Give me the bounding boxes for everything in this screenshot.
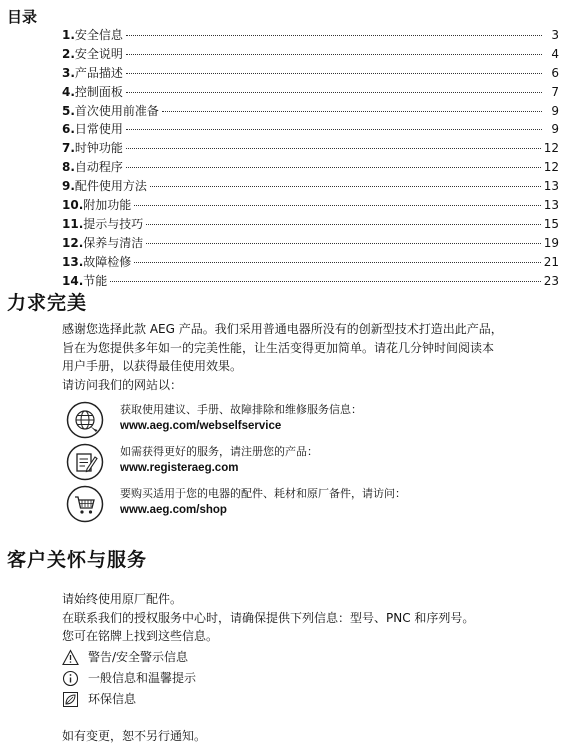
toc-item-page: 9 — [551, 103, 559, 118]
toc-item-label: 附加功能 — [83, 198, 132, 213]
toc-item-page: 21 — [543, 254, 559, 269]
customer-care-line: 请始终使用原厂配件。 — [62, 592, 183, 606]
toc-leader-dots — [126, 35, 542, 36]
toc-item-page: 12 — [543, 160, 559, 175]
toc-item-page: 23 — [543, 273, 559, 288]
footer-note: 如有变更，恕不另行通知。 — [62, 729, 207, 743]
toc-leader-dots — [150, 186, 541, 187]
toc-item[interactable] — [62, 215, 559, 234]
toc-item-page: 12 — [543, 141, 559, 156]
shop-link[interactable]: www.aeg.com/shop — [120, 504, 227, 516]
warning-triangle-icon — [62, 649, 79, 666]
toc-item-label: 日常使用 — [74, 122, 123, 137]
customer-care-line: 您可在铭牌上找到这些信息。 — [62, 629, 219, 643]
toc-item-page: 3 — [551, 28, 559, 42]
toc-item-label: 配件使用方法 — [74, 179, 147, 194]
toc-item-number: 6. — [62, 122, 75, 137]
toc-item-number: 4. — [62, 84, 75, 99]
toc-item-label: 安全信息 — [74, 28, 123, 42]
customer-care-line: 在联系我们的授权服务中心时，请确保提供下列信息：型号、PNC 和序列号。 — [62, 610, 475, 625]
toc-item-number: 8. — [62, 160, 75, 175]
support-link[interactable]: www.aeg.com/webselfservice — [120, 420, 282, 432]
toc-item-number: 7. — [62, 141, 75, 156]
toc-leader-dots — [126, 54, 542, 55]
toc-leader-dots — [134, 262, 540, 263]
toc-item[interactable] — [62, 177, 559, 196]
toc-item-label: 时钟功能 — [74, 141, 123, 156]
toc-item-label: 控制面板 — [74, 84, 123, 99]
legend-label: 警告/安全警示信息 — [88, 650, 189, 664]
globe-icon — [66, 401, 104, 439]
intro-line: 感谢您选择此款 AEG 产品。我们采用普通电器所没有的创新型技术打造出此产品， — [62, 322, 503, 336]
toc-item[interactable] — [62, 26, 559, 45]
toc-leader-dots — [126, 129, 542, 130]
toc-item-number: 13. — [62, 254, 84, 269]
toc-item-label: 自动程序 — [74, 160, 123, 175]
toc-item-number: 11. — [62, 216, 84, 231]
shopping-cart-icon — [66, 485, 104, 523]
visit-text: 请访问我们的网站以： — [62, 377, 183, 392]
toc-item-number: 9. — [62, 179, 75, 194]
service-row-shop — [66, 485, 536, 525]
toc-item-page: 6 — [551, 65, 559, 80]
toc-leader-dots — [110, 281, 540, 282]
service-description: 获取使用建议、手册、故障排除和维修服务信息： — [120, 403, 362, 416]
toc-title: 目录 — [7, 8, 38, 26]
toc-leader-dots — [146, 224, 540, 225]
toc-item[interactable] — [62, 234, 559, 253]
toc-item-number: 14. — [62, 273, 84, 288]
table-of-contents — [62, 26, 559, 290]
service-description: 要购买适用于您的电器的配件、耗材和原厂备件，请访问： — [120, 487, 406, 500]
service-description: 如需获得更好的服务，请注册您的产品： — [120, 445, 318, 458]
section-heading-customer-care: 客户关怀与服务 — [7, 549, 148, 571]
toc-item-number: 3. — [62, 65, 75, 80]
customer-care-paragraph — [62, 590, 562, 646]
toc-leader-dots — [126, 167, 541, 168]
toc-item[interactable] — [62, 196, 559, 215]
service-row-support — [66, 401, 536, 441]
legend-label: 一般信息和温馨提示 — [88, 671, 197, 685]
toc-item-label: 节能 — [83, 273, 108, 288]
toc-item[interactable] — [62, 158, 559, 177]
toc-leader-dots — [126, 92, 542, 93]
toc-item-page: 4 — [551, 46, 559, 61]
toc-item-number: 2. — [62, 46, 75, 61]
info-icon — [62, 670, 79, 687]
intro-line: 用户手册，以获得最佳使用效果。 — [62, 359, 243, 373]
legend-label: 环保信息 — [88, 692, 137, 706]
toc-item-label: 产品描述 — [74, 65, 123, 80]
toc-item-number: 5. — [62, 103, 75, 118]
toc-item-number: 12. — [62, 235, 84, 250]
toc-leader-dots — [134, 205, 540, 206]
leaf-icon — [62, 691, 79, 708]
toc-item-page: 19 — [543, 235, 559, 250]
toc-leader-dots — [162, 111, 542, 112]
toc-item[interactable] — [62, 139, 559, 158]
section-heading-perfection: 力求完美 — [7, 292, 88, 314]
toc-item-page: 15 — [543, 216, 559, 231]
toc-item[interactable] — [62, 120, 559, 139]
toc-item-label: 故障检修 — [83, 254, 132, 269]
toc-item[interactable] — [62, 272, 559, 291]
toc-item-page: 13 — [543, 198, 559, 213]
toc-item-label: 安全说明 — [74, 46, 123, 61]
toc-leader-dots — [126, 148, 541, 149]
service-row-register — [66, 443, 536, 483]
toc-item-label: 提示与技巧 — [83, 216, 144, 231]
toc-item[interactable] — [62, 45, 559, 64]
toc-item-page: 7 — [551, 84, 559, 99]
toc-item-label: 首次使用前准备 — [74, 103, 159, 118]
register-link[interactable]: www.registeraeg.com — [120, 462, 239, 474]
toc-item-number: 10. — [62, 198, 84, 213]
toc-item-number: 1. — [62, 28, 75, 42]
toc-item[interactable] — [62, 253, 559, 272]
notepad-icon — [66, 443, 104, 481]
toc-item[interactable] — [62, 83, 559, 102]
toc-item[interactable] — [62, 102, 559, 121]
toc-item-label: 保养与清洁 — [83, 235, 144, 250]
toc-item[interactable] — [62, 64, 559, 83]
toc-leader-dots — [126, 73, 542, 74]
toc-item-page: 13 — [543, 179, 559, 194]
toc-item-page: 9 — [551, 122, 559, 137]
intro-paragraph — [62, 320, 562, 394]
toc-leader-dots — [146, 243, 540, 244]
intro-line: 旨在为您提供多年如一的完美性能，让生活变得更加简单。请花几分钟时间阅读本 — [62, 340, 495, 355]
